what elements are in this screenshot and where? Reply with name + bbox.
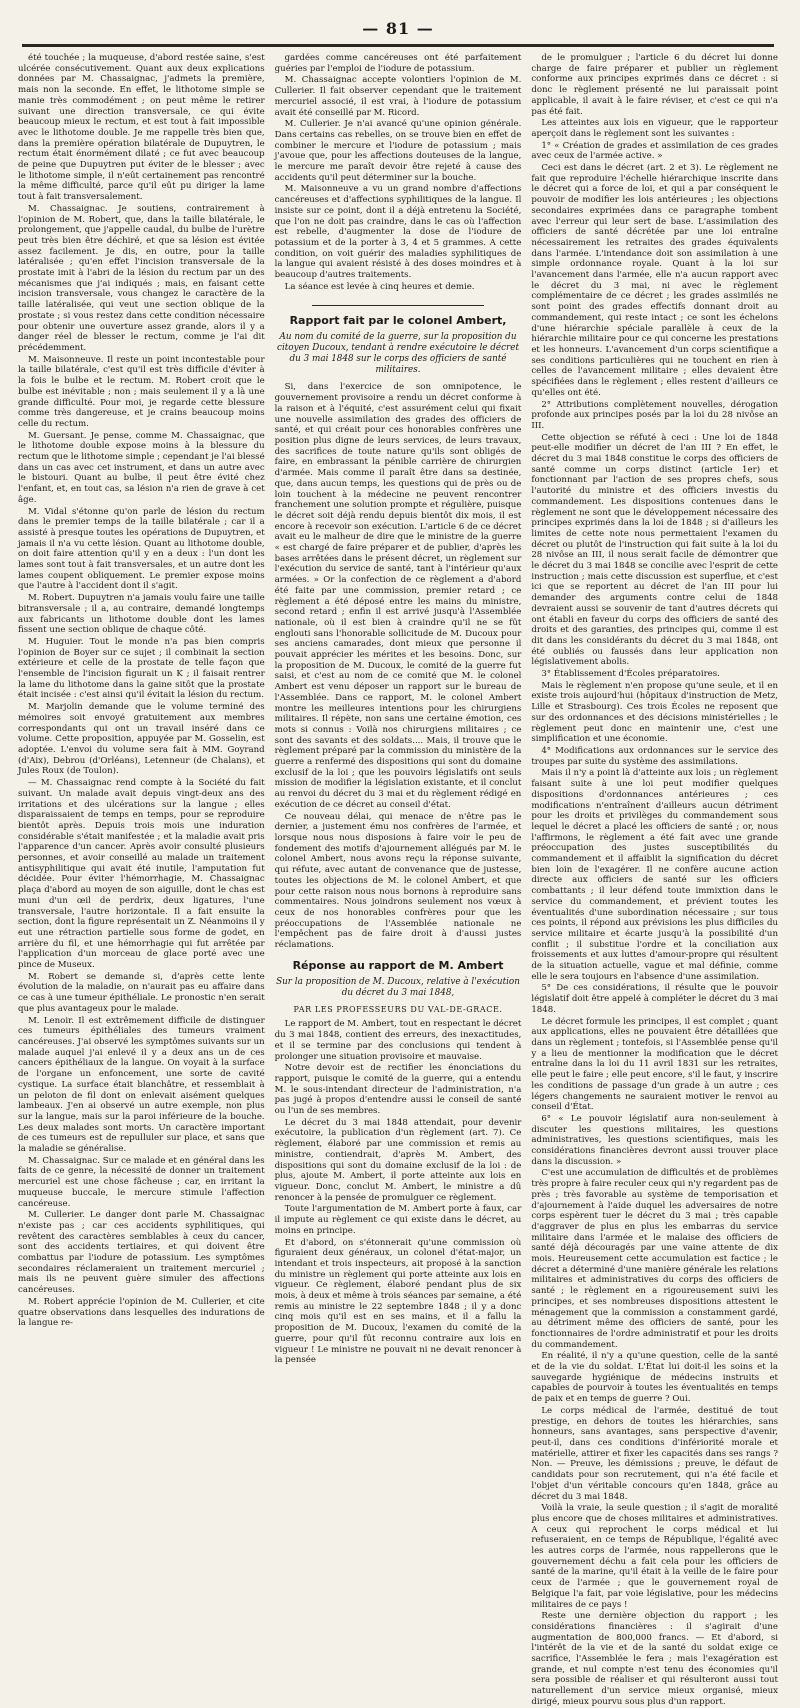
paragraph: de le promulguer ; l'article 6 du décret lui donne charge de faire préparer et publier un règlement conforme aux principes exprimés dans ce décret : si donc le règlement présenté ne lui paraissait point applicable, il avait à le faire réviser, et c'est ce qui n'a pas été fait. xyxy=(531,53,779,117)
paragraph: M. Cullerier. Je n'ai avancé qu'une opinion générale. Dans certains cas rebelles, on se trouve bien en effet de combiner le mercure et l'iodure de potassium ; mais j'avoue que, pour les affections douteuses de la langue, le mercure me paraît devoir être rejeté à cause des accidents qu'il peut déterminer sur la bouche. xyxy=(274,119,522,183)
paragraph: Cette objection se réfuté à ceci : Une loi de 1848 peut-elle modifier un décret de l'an III ? En effet, le décret du 3 mai 1848 constitue le corps des officiers de santé comme un corps distinct (article 1er) et fonctionnant par l'action de ses propres chefs, sous l'autorité du ministre et des officiers investis du commandement. Les dispositions contenues dans le règlement ne sont que le développement nécessaire des principes exprimés dans la loi de 1848 ; si d'ailleurs les limites de cette note nous permettaient l'examen du décret ou plutôt de l'instruction qui fait suite à la loi du 28 nivôse an III, il nous serait facile de démontrer que le décret du 3 mai 1848 se concilie avec l'esprit de cette instruction ; mais cette discussion est superflue, et c'est ici que se reportent au décret de l'an III pour lui demander des arguments contre celui de 1848 devraient aussi se souvenir de tant d'autres décrets qui ont établi en faveur du corps des officiers de santé des droits et des garanties, des principes qui, comme il est dit dans les considérants du décret du 3 mai 1848, ont été oubliés ou faussés dans leur application non législativement abolis. xyxy=(531,432,779,668)
paragraph: Voilà la vraie, la seule question ; il s'agit de moralité plus encore que de choses militaires et administratives. A ceux qui reprochent le corps médical et lui refuseraient, en ce temps de République, l'égalité avec les autres corps de l'armée, nous rappellerons que le gouvernement déchu a fait cela pour les officiers de santé de la marine, qu'il était à la veille de le faire pour ceux de l'armée ; que le gouvernement royal de Belgique l'a fait, par voie législative, pour les médecins militaires de ce pays ! xyxy=(531,1503,779,1610)
paragraph: 4° Modifications aux ordonnances sur le service des troupes par suite du système des assimilations. xyxy=(531,746,779,767)
paragraph: Reste une dernière objection du rapport ; les considérations financières : il s'agirait d'une augmentation de 800,000 francs. — Et d'abord, si l'intérêt de la vie et de la santé du soldat exige ce sacrifice, l'Assemblée le fera ; mais l'exagération est grande, et nul compte n'est tenu des économies qu'il sera possible de réaliser et qui résulteront aussi tout naturellement d'un service mieux organisé, mieux dirigé, mieux pourvu sous plus d'un rapport. xyxy=(531,1611,779,1707)
paragraph: M. Robert se demande si, d'après cette lente évolution de la maladie, on n'aurait pas eu affaire dans ce cas à une tumeur épithéliale. Le pronostic n'en serait que plus avantageux pour le malade. xyxy=(18,971,265,1014)
paragraph: M. Cullerier. Le danger dont parle M. Chassaignac n'existe pas ; car ces accidents syphilitiques, qui revêtent des caractères semblables à ceux du cancer, sont des accidents tertiaires, et qui doivent être combattus par l'iodure de potassium. Les symptômes secondaires réclameraient un traitement mercuriel ; mais ils ne peuvent guère simuler des affections cancéreuses. xyxy=(18,1210,265,1296)
column-2-session-text xyxy=(275,53,522,292)
paragraph: Le décret du 3 mai 1848 attendait, pour devenir exécutoire, la publication d'un règlement (art. 7). Ce règlement, élaboré par une commission et remis au ministre, contiendrait, d'après M. Ambert, des dispositions qui sont du domaine exclusif de la loi : de plus, ajoute M. Ambert, il porte atteinte aux lois en vigueur. Donc, conclut M. Ambert, le ministre a dû renoncer à la pensée de promulguer ce règlement. xyxy=(274,1117,522,1203)
paragraph: M. Marjolin demande que le volume terminé des mémoires soit envoyé gratuitement aux membres correspondants qui ont un travail inséré dans ce volume. Cette proposition, appuyée par M. Gosselin, est adoptée. L'envoi du volume sera fait à MM. Goyrand (d'Aix), Debrou (d'Orléans), Letenneur (de Chalans), et Jules Roux (de Toulon). xyxy=(18,702,265,777)
paragraph: Le corps médical de l'armée, destitué de tout prestige, en dehors de toutes les hiérarchies, sans honneurs, sans avantages, sans perspective d'avenir, peut-il, dans ces conditions d'infériorité morale et matérielle, attirer et fixer les capacités dans ses rangs ? Non. — Preuve, les démissions ; preuve, le défaut de candidats pour son recrutement, qui n'a été facile et l'objet d'un véritable concours qu'en 1848, grâce au décret du 3 mai 1848. xyxy=(531,1405,779,1502)
paragraph: M. Robert. Dupuytren n'a jamais voulu faire une taille bitransversale ; il a, au contraire, demandé longtemps aux fabricants un lithotome double dont les lames fissent une section oblique de chaque côté. xyxy=(18,593,265,636)
section-separator xyxy=(275,298,522,310)
paragraph: Le décret formule les principes, il est complet ; quant aux applications, elles ne pouvaient être détaillées que dans un règlement ; tontefois, si l'Assemblée pense qu'il y a lieu de mentionner la modification que le décret entraîne dans la loi du 11 avril 1831 sur les retraites, elle peut le faire ; elle peut encore, s'il le faut, y inscrire les conditions de passage d'un grade à un autre ; ces légers changements ne sauraient motiver le renvoi au conseil d'État. xyxy=(531,1016,779,1113)
paragraph: M. Robert apprécie l'opinion de M. Cullerier, et cite quatre observations dans lesquelles des indurations de la langue re- xyxy=(18,1296,265,1329)
paragraph: Notre devoir est de rectifier les énonciations du rapport, puisque le comité de la guerre, qui a entendu M. le sous-intendant directeur de l'administration, n'a pas jugé à propos d'entendre aussi le conseil de santé ou l'un de ses membres. xyxy=(274,1063,522,1117)
paragraph: M. Vidal s'étonne qu'on parle de lésion du rectum dans le premier temps de la taille bilatérale ; car il a assisté à presque toutes les opérations de Dupuytren, et jamais il n'a vu cette lésion. Quant au lithotome double, on doit faire attention qu'il y en a deux : l'un dont les lames sont tout à fait transversales, et un autre dont les lames coupent obliquement. Le premier expose moins que l'autre à l'accident dont il s'agit. xyxy=(18,506,265,592)
page-number: — 81 — xyxy=(362,19,434,38)
paragraph: — M. Chassaignac rend compte à la Société du fait suivant. Un malade avait depuis vingt-deux ans des irritations et des ulcérations sur la langue ; elles disparaissaient de temps en temps, pour se reproduire bientôt après. Depuis trois mois une induration considérable s'était manifestée ; et la maladie avait pris l'apparence d'un cancer. Après avoir consulté plusieurs personnes, et avoir conseillé au malade un traitement antisyphilitique qui avait été inutile, l'amputation fut décidée. Pour éviter l'hémorrhagie, M. Chassaignac plaça d'abord au moyen de son aiguille, dont le chas est muni d'un œil de perdrix, deux ligatures, l'une transversale, l'autre horizontale. Il a fait ensuite la section, dont la figure représentait un Z. Néanmoins il y eut une rétraction partielle sous forme de godet, en arrière du fil, et une hémorrhagie qui fut arrêtée par l'application d'un morceau de glace porté avec une pince de Museux. xyxy=(18,778,265,971)
section-2-body xyxy=(275,1019,522,1366)
paragraph: M. Huguier. Tout le monde n'a pas bien compris l'opinion de Boyer sur ce sujet ; il combinait la section extérieure et celle de la prostate de telle façon que l'ensemble de l'incision figurait un K ; il faisait rentrer la lame du lithotome dans la gaine sitôt que la prostate était incisée : c'est ainsi qu'il évitait la lésion du rectum. xyxy=(18,636,265,701)
section-2-subtitle: Sur la proposition de M. Ducoux, relative à l'exécution du décret du 3 mai 1848, xyxy=(276,976,520,998)
paragraph: M. Chassaignac accepte volontiers l'opinion de M. Cullerier. Il fait observer cependant que le traitement mercuriel associé, il est vrai, à l'iodure de potassium avait été conseillé par M. Ricord. xyxy=(274,75,522,118)
paragraph: M. Chassaignac. Sur ce malade et en général dans les faits de ce genre, la nécessité de donner un traitement mercuriel est une chose fâcheuse ; car, en irritant la muqueuse buccale, le mercure stimule l'affection cancéreuse. xyxy=(18,1155,265,1209)
section-2-title: Réponse au rapport de M. Ambert xyxy=(292,958,504,972)
paragraph: M. Maisonneuve. Il reste un point incontestable pour la taille bilatérale, c'est qu'il est très difficile d'éviter à la fois le bulbe et le rectum. M. Robert croit que le bulbe est inévitable ; non ; mais seulement il y a là une grande difficulté. Pour moi, je regarde cette blessure comme très dangereuse, et je crains beaucoup moins celle du rectum. xyxy=(18,354,265,429)
paragraph: gardées comme cancéreuses ont été parfaitement guéries par l'emploi de l'iodure de potassium. xyxy=(274,53,522,74)
header-rule xyxy=(22,44,774,47)
paragraph: La séance est levée à cinq heures et demie. xyxy=(284,281,475,292)
paragraph: 5° De ces considérations, il résulte que le pouvoir législatif doit être appelé à compléter le décret du 3 mai 1848. xyxy=(531,983,779,1015)
paragraph: 1° « Création de grades et assimilation de ces grades avec ceux de l'armée active. » xyxy=(531,140,779,162)
paragraph: M. Maisonneuve a vu un grand nombre d'affections cancéreuses et d'affections syphilitiques de la langue. Il insiste sur ce point, dont il a déjà entretenu la Société, que l'on ne doit pas craindre, dans le cas où l'affection est rebelle, d'augmenter la dose de l'iodure de potassium et de la porter à 3, 4 et 5 grammes. A cette condition, on voit guérir des maladies syphilitiques de la langue qui avaient résisté à des doses moindres et à beaucoup d'autres traitements. xyxy=(274,184,522,281)
paragraph: M. Lenoir. Il est extrêmement difficile de distinguer ces tumeurs épithéliales des tumeurs vraiment cancéreuses. J'ai observé les symptômes suivants sur un malade auquel j'ai enlevé il y a deux ans un de ces cancers épithéliaux de la langue. On voyait à la surface de l'organe un enfoncement, une sorte de cavité cystique. La surface était blanchâtre, et ressemblait à un peloton de fil dont on enlevait aisément quelques lambeaux. J'en ai observé un autre exemple, non plus sur la langue, mais sur la paroi inférieure de la bouche. Les deux malades sont morts. Un caractère important de ces tumeurs est de repulluler sur place, et sans que la maladie se généralise. xyxy=(18,1015,265,1155)
column-3 xyxy=(531,53,779,1707)
section-1-body xyxy=(275,382,522,950)
paragraph: 3° Établissement d'Écoles préparatoires. xyxy=(541,669,720,680)
paragraph: Si, dans l'exercice de son omnipotence, le gouvernement provisoire a rendu un décret conforme à la raison et à l'équité, c'est assurément celui qui fixait une nouvelle assimilation des grades des officiers de santé, et qui créait pour ces honorables confrères une position plus digne de leurs services, de leurs travaux, des sacrifices de toute nature qu'ils sont obligés de faire, en embrassant la pénible carrière de chirurgien d'armée. Mais comme il paraît être dans sa destinée, que, dans aucun temps, les questions qui de près ou de loin touchent à la médecine ne peuvent rencontrer franchement une solution prompte et régulière, puisque le décret soit déjà rendu depuis bientôt dix mois, il est encore à recevoir son exécution. L'article 6 de ce décret avait eu le malheur de dire que le ministre de la guerre « est chargé de faire préparer et de publier, d'après les bases arrêtées dans le présent décret, un règlement sur l'exécution du service de santé, tant à l'intérieur qu'aux armées. » Or la confection de ce règlement a d'abord été faite par une commission, premier retard ; ce règlement a été déposé entre les mains du ministre, second retard ; enfin il est arrivé jusqu'à l'Assemblée nationale, où il est bien à craindre qu'il ne se fût englouti sans l'honorable sollicitude de M. Ducoux pour ses anciens camarades, dont mieux que personne il pouvait apprécier les mérites et les besoins. Donc, sur la proposition de M. Ducoux, le comité de la guerre fut saisi, et c'est au nom de ce comité que M. le colonel Ambert est venu déposer un rapport sur le bureau de l'Assemblée. Dans ce rapport, M. le colonel Ambert montre les meilleures intentions pour les chirurgiens militaires. Il répète, non sans une certaine émotion, ces mots si connus : Voilà nos chirurgiens militaires ; ce sont des savants et des soldats.... Mais, il trouve que le règlement préparé par la commission du ministère de la guerre a renfermé des dispositions qui sont du domaine exclusif de la loi ; que les pouvoirs législatifs ont seuls mission de modifier la législation existante, et il conclut au renvoi du décret du 3 mai et du règlement rédigé en exécution de ce décret au conseil d'état. xyxy=(274,382,522,810)
section-1-subtitle: Au nom du comité de la guerre, sur la proposition du citoyen Ducoux, tendant à rendre exécutoire le décret du 3 mai 1848 sur le corps des officiers de santé militaires. xyxy=(277,332,519,376)
paragraph: été touchée ; la muqueuse, d'abord restée saine, s'est ulcérée consécutivement. Quant aux deux explications données par M. Chassaignac, j'admets la première, mais non la seconde. En effet, le lithotome simple se manie très commodément ; on peut même le retirer suivant une direction transversale, ce qui évite beaucoup mieux le rectum, et est tout à fait impossible avec le lithotome double. Je me rappelle très bien que, dans la première opération bilatérale de Dupuytren, le rectum était énormément dilaté ; ce fut avec beaucoup de peine que Dupuytren put éviter de le blesser ; avec le lithotome simple, il n'eût certainement pas rencontré la même difficulté, parce qu'il eût pu diriger la lame tout à fait transversalement. xyxy=(18,53,265,203)
paragraph: En réalité, il n'y a qu'une question, celle de la santé et de la vie du soldat. L'État lui doit-il les soins et la sauvegarde hygiénique de médecins instruits et capables de pourvoir à toutes les éventualités en temps de paix et en temps de guerre ? Oui. xyxy=(531,1351,779,1405)
paragraph: Ce nouveau délai, qui menace de n'être pas le dernier, a justement ému nos confrères de l'armée, et lorsque nous nous disposions à faire voir le peu de fondement des motifs d'ajournement allégués par M. le colonel Ambert, nous avons reçu la réponse suivante, qui réfute, avec autant de convenance que de justesse, toutes les objections de M. le colonel Ambert, et que pour cette raison nous nous bornons à reproduire sans commentaires. Nous joindrons seulement nos vœux à ceux de nos honorables confrères pour que les préoccupations de l'Assemblée nationale ne l'empêchent pas de faire droit à d'aussi justes réclamations. xyxy=(274,811,522,951)
paragraph: Toute l'argumentation de M. Ambert porte à faux, car il impute au règlement ce qui existe dans le décret, au moins en principe. xyxy=(274,1204,522,1236)
paragraph: 2° Attributions complètement nouvelles, dérogation profonde aux principes posés par la loi du 28 nivôse an III. xyxy=(531,399,779,431)
column-1 xyxy=(18,53,265,1329)
columns xyxy=(18,53,779,1707)
paragraph: Mais il n'y a point là d'atteinte aux lois ; un règlement faisant suite à une loi peut modifier quelques dispositions d'ordonnances antérieures ; ces modifications n'entraînent d'ailleurs aucun détriment pour les droits et privilèges du commandement sous lequel le décret a placé les officiers de santé ; or, nous l'affirmons, le règlement a été fait avec une grande préoccupation des justes susceptibilités du commandement et il affaiblit la signification du décret bien loin de l'exagérer. Il ne confère aucune action directe aux officiers de santé sur les officiers combattants ; il leur défend toute immixtion dans le service du commandement, et prévient toutes les éventualités d'une subordination nécessaire ; sur tous ces points, il répond aux prévisions les plus difficiles du service militaire et écarte jusqu'à la possibilité d'un conflit ; il substitue l'ordre et la conciliation aux froissements et aux luttes d'amour-propre qui résultent de la situation actuelle, vague et mal définie, comme elle le sera toujours en l'absence d'une assimilation. xyxy=(531,768,779,982)
column-2 xyxy=(274,53,522,1366)
paragraph: 6° « Le pouvoir législatif aura non-seulement à discuter les questions militaires, les questions administratives, les questions scientifiques, mais les considérations financières devront aussi trouver place dans la discussion. » xyxy=(531,1113,779,1167)
paragraph: Ceci est dans le décret (art. 2 et 3). Le règlement ne fait que reproduire l'échelle hiérarchique inscrite dans le décret qui a force de loi, et qui a par conséquent le pouvoir de modifier les lois antérieures ; les objections secondaires exprimées dans ce paragraphe tombent avec l'erreur qui leur sert de base. L'assimilation des officiers de santé décrétée par une loi entraîne nécessairement les retraites des grades équivalents dans l'armée. L'intendance doit son assimilation à une simple ordonnance royale. Quant à la loi sur l'avancement dans l'armée, elle n'a aucun rapport avec le décret du 3 mai, ni avec le règlement complémentaire de ce décret ; les grades assimilés ne sont point des grades effectifs donnant droit au commandement, qui reste intact ; ce sont les échelons d'une hiérarchie spéciale parallèle à ceux de la hiérarchie militaire pour ce qui concerne les prestations et les honneurs. L'avancement d'un corps scientifique a ses conditions particulières qui ne touchent en rien à celles de l'avancement militaire ; elles devaient être spécifiées dans le règlement ; elles restent d'ailleurs ce qu'elles ont été. xyxy=(531,163,779,398)
paragraph: Les atteintes aux lois en vigueur, que le rapporteur aperçoit dans le règlement sont les suivantes : xyxy=(531,118,779,139)
section-2-byline: PAR LES PROFESSEURS DU VAL-DE-GRACE. xyxy=(293,1004,503,1014)
section-1-title: Rapport fait par le colonel Ambert, xyxy=(289,314,507,328)
paragraph: Et d'abord, on s'étonnerait qu'une commission où figuraient deux généraux, un colonel d'état-major, un intendant et trois inspecteurs, ait proposé à la sanction du ministre un règlement qui porte atteinte aux lois en vigueur. Ce règlement, élaboré pendant plus de six mois, à deux et même à trois séances par semaine, a été remis au ministre le 22 septembre 1848 ; il y a donc cinq mois qu'il est en ses mains, et il a fallu la proposition de M. Ducoux, l'examen du comité de la guerre, pour qu'il fût reconnu contraire aux lois en vigueur ! Le ministre ne pouvait ni ne devait renoncer à la pensée xyxy=(274,1237,522,1366)
paragraph: C'est une accumulation de difficultés et de problèmes très propre à faire reculer ceux qui n'y regardent pas de près ; très favorable au système de temporisation et d'ajournement à l'aide duquel les adversaires de notre corps espèrent tuer le décret du 3 mai ; très capable d'aggraver de plus en plus les embarras du service militaire dans l'armée et le malaise des officiers de santé déjà découragés par une vaine attente de dix mois. Heureusement cette accumulation est factice ; le décret a déterminé d'une manière générale les relations militaires et administratives du corps des officiers de santé ; le règlement en a rigoureusement suivi les principes, et ses nombreuses dispositions attestent le ménagement que la commission a constamment gardé, au détriment même des officiers de santé, pour les fonctionnaires de l'ordre administratif et pour les droits du commandement. xyxy=(531,1168,779,1350)
paragraph: Le rapport de M. Ambert, tout en respectant le décret du 3 mai 1848, contient des erreurs, des inexactitudes, et il se termine par des conclusions qui tendent à prolonger une situation provisoire et mauvaise. xyxy=(274,1019,522,1062)
paragraph: M. Chassaignac. Je soutiens, contrairement à l'opinion de M. Robert, que, dans la taille bilatérale, le prolongement, que j'appelle caudal, du bulbe de l'urètre peut très bien être déchiré, et que sa lésion est évitée assez facilement. Je dis, en outre, pour la taille latéralisée ; qu'en effet l'incision transversale de la prostate imit à l'abri de la lésion du rectum par un des mécanismes que j'ai indiqués ; mais, en faisant cette incision transversale, vous changez le caractère de la taille latéralisée, qui veut une section oblique de la prostate ; si vous restez dans cette condition nécessaire pour obtenir une ouverture assez grande, alors il y a danger réel de blesser le rectum, comme je l'ai dit précédemment. xyxy=(18,203,265,353)
paragraph: Mais le règlement n'en propose qu'une seule, et il en existe trois aujourd'hui (hôpitaux d'instruction de Metz, Lille et Strasbourg). Ces trois Écoles ne reposent que sur des ordonnances et des décisions ministérielles ; le règlement peut donc en maintenir une, c'est une simplification et une économie. xyxy=(531,680,779,745)
paragraph: M. Guersant. Je pense, comme M. Chassaignac, que le lithotome double expose moins à la blessure du rectum que le lithotome simple ; cependant je l'ai blessé dans un cas avec cet instrument, et dans un autre avec le bistouri. Quant au bulbe, il peut être évité chez l'enfant, et, en tout cas, sa lésion n'a rien de grave à cet âge. xyxy=(18,430,265,505)
